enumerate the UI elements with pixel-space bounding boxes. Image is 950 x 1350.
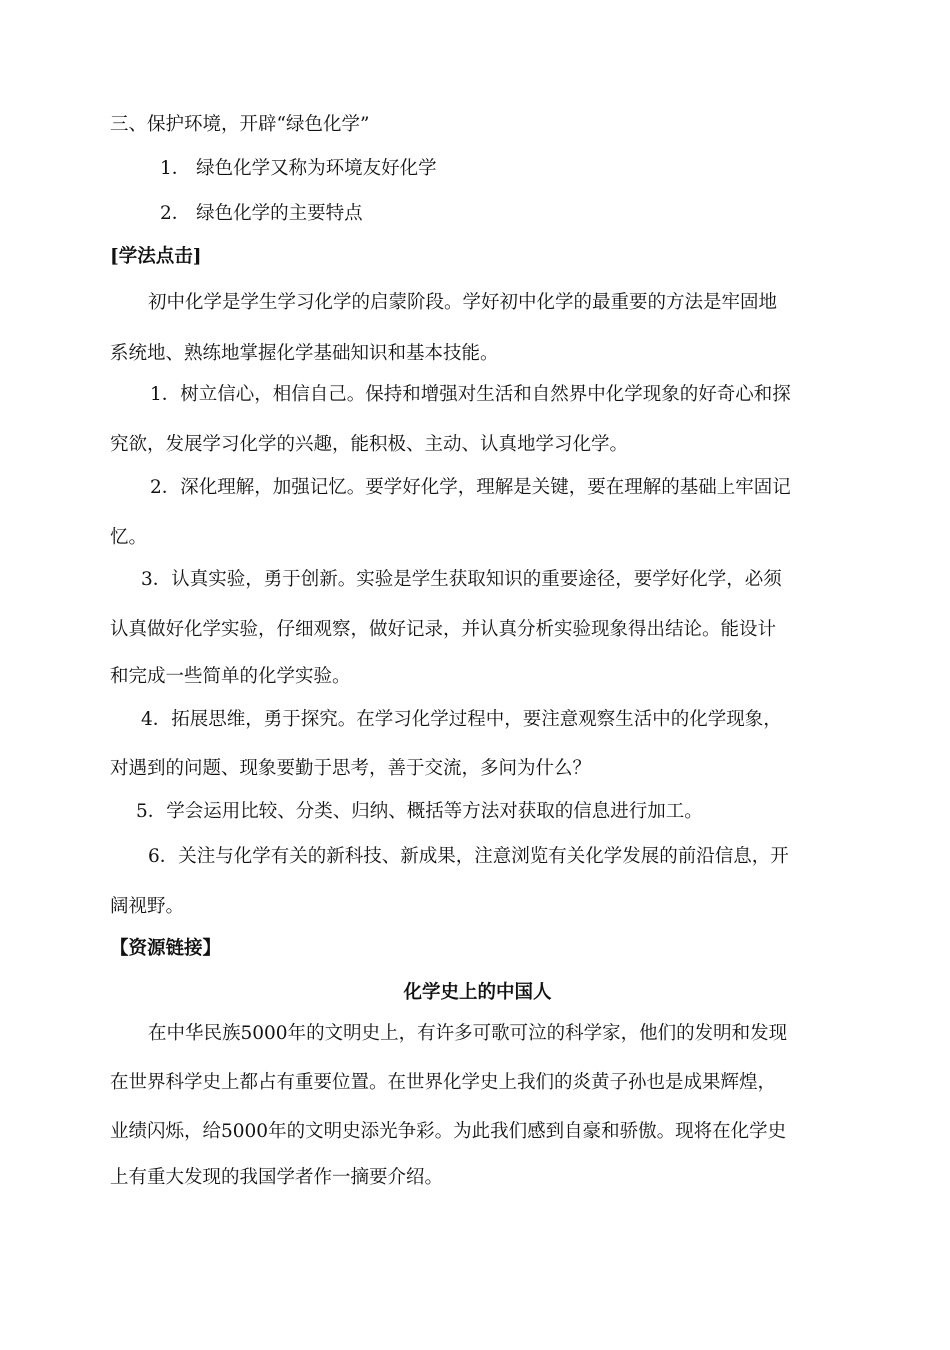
paragraph-line: 对遇到的问题、现象要勤于思考，善于交流，多问为什么？ bbox=[110, 758, 592, 779]
study-tips-heading: [学法点击] bbox=[110, 246, 202, 267]
paragraph-line: 在中华民族5000年的文明史上，有许多可歌可泣的科学家，他们的发明和发现 bbox=[148, 1023, 788, 1044]
paragraph-line: 1．树立信心，相信自己。保持和增强对生活和自然界中化学现象的好奇心和探 bbox=[150, 384, 791, 405]
paragraph-line: 4．拓展思维，勇于探究。在学习化学过程中，要注意观察生活中的化学现象， bbox=[141, 709, 782, 730]
paragraph-line: 究欲，发展学习化学的兴趣，能积极、主动、认真地学习化学。 bbox=[110, 434, 629, 455]
paragraph-line: 和完成一些简单的化学实验。 bbox=[110, 666, 351, 687]
paragraph-line: 2．深化理解，加强记忆。要学好化学，理解是关键，要在理解的基础上牢固记 bbox=[150, 477, 791, 498]
section-heading: 三、保护环境，开辟“绿色化学” bbox=[110, 114, 370, 135]
list-item: 2． 绿色化学的主要特点 bbox=[160, 203, 363, 224]
paragraph-line: 忆。 bbox=[110, 527, 148, 548]
paragraph-line: 系统地、熟练地掌握化学基础知识和基本技能。 bbox=[110, 343, 499, 364]
paragraph-line: 认真做好化学实验，仔细观察，做好记录，并认真分析实验现象得出结论。能设计 bbox=[110, 619, 777, 640]
article-title: 化学史上的中国人 bbox=[403, 982, 552, 1003]
paragraph-line: 业绩闪烁，给5000年的文明史添光争彩。为此我们感到自豪和骄傲。现将在化学史 bbox=[110, 1121, 787, 1142]
paragraph-line: 6．关注与化学有关的新科技、新成果，注意浏览有关化学发展的前沿信息，开 bbox=[148, 846, 789, 867]
paragraph-line: 上有重大发现的我国学者作一摘要介绍。 bbox=[110, 1167, 444, 1188]
paragraph-line: 在世界科学史上都占有重要位置。在世界化学史上我们的炎黄子孙也是成果辉煌， bbox=[110, 1072, 777, 1093]
list-item: 1． 绿色化学又称为环境友好化学 bbox=[160, 158, 437, 179]
paragraph-line: 阔视野。 bbox=[110, 896, 185, 917]
resources-heading: 【资源链接】 bbox=[110, 938, 222, 959]
paragraph-line: 3．认真实验，勇于创新。实验是学生获取知识的重要途径，要学好化学，必须 bbox=[141, 569, 782, 590]
paragraph-line: 5．学会运用比较、分类、归纳、概括等方法对获取的信息进行加工。 bbox=[136, 801, 703, 822]
paragraph-line: 初中化学是学生学习化学的启蒙阶段。学好初中化学的最重要的方法是牢固地 bbox=[148, 292, 778, 313]
